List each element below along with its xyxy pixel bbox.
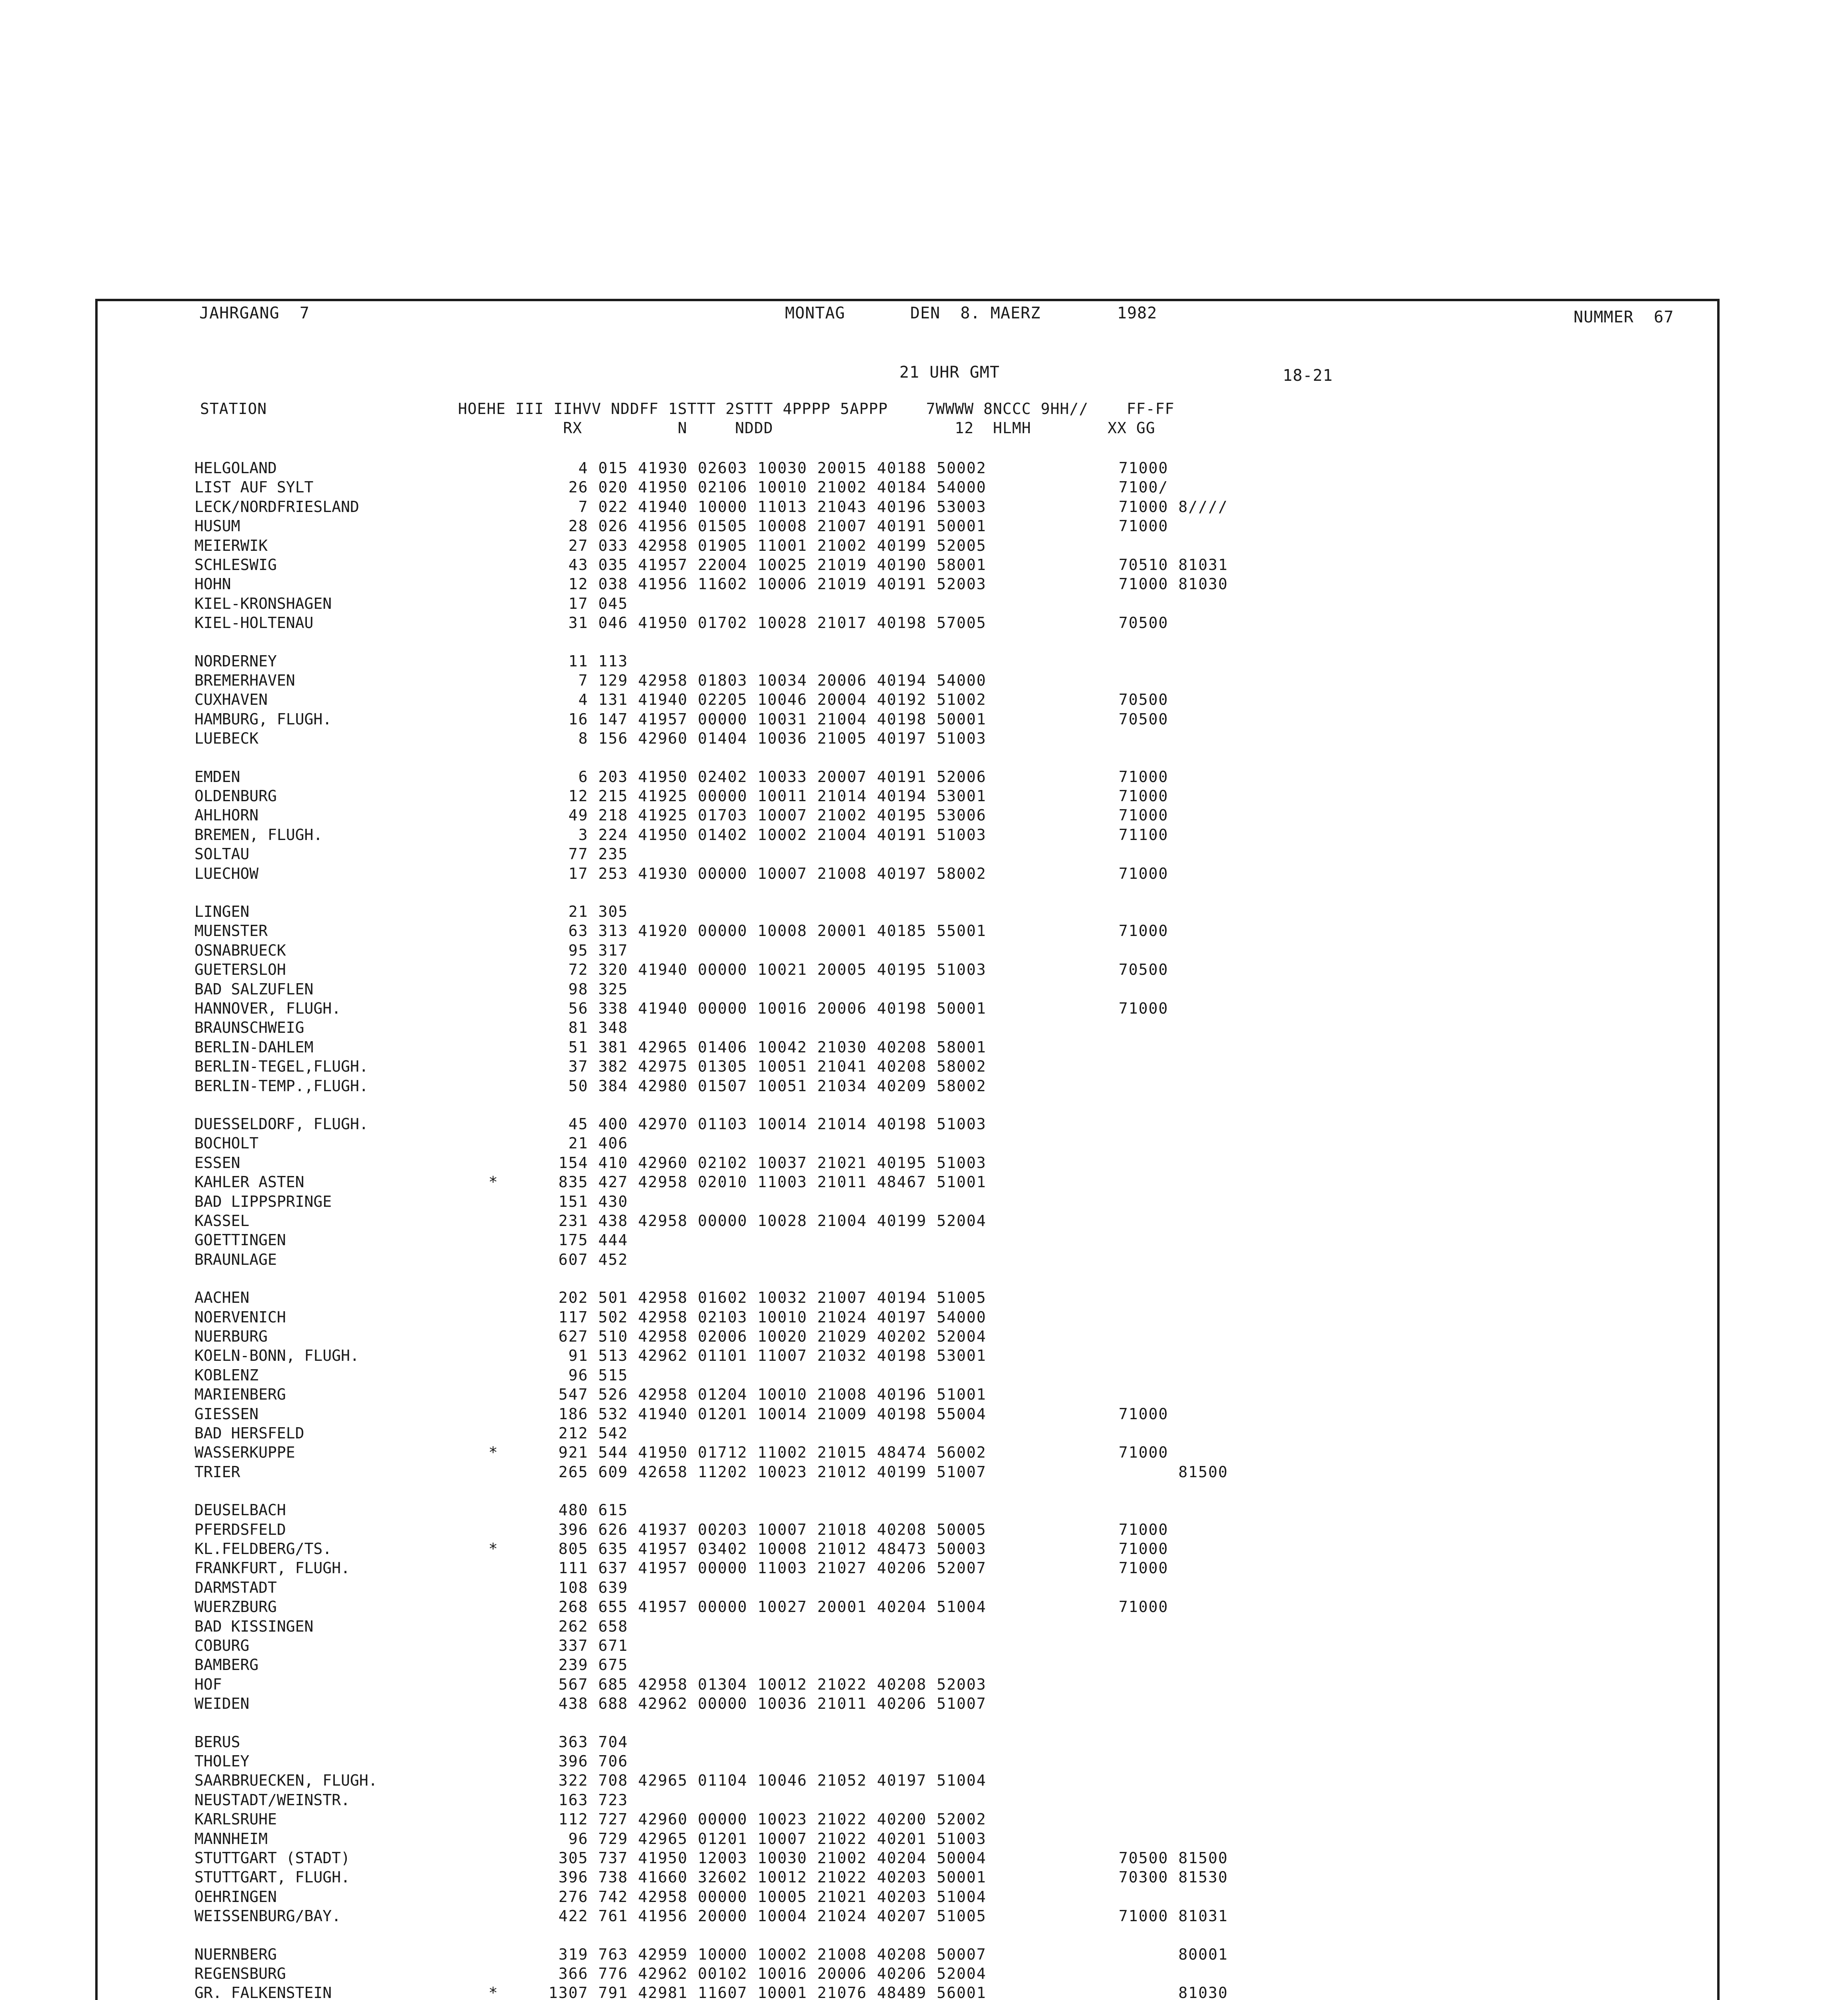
- observation-data: 21 406: [549, 1134, 629, 1152]
- station-name: NUERNBERG: [194, 1946, 277, 1963]
- additional-groups: 71000: [1119, 865, 1169, 882]
- station-name: BAD KISSINGEN: [194, 1618, 314, 1635]
- station-name: FRANKFURT, FLUGH.: [194, 1559, 350, 1577]
- additional-groups: 81500: [1119, 1463, 1228, 1481]
- observation-data: 26 020 41950 02106 10010 21002 40184 54000: [549, 478, 987, 496]
- observation-data: 56 338 41940 00000 10016 20006 40198 50001: [549, 1000, 987, 1017]
- station-name: PFERDSFELD: [194, 1521, 286, 1538]
- station-name: SAARBRUECKEN, FLUGH.: [194, 1772, 378, 1789]
- station-name: KL.FELDBERG/TS.: [194, 1540, 332, 1558]
- station-name: HUSUM: [194, 517, 240, 535]
- observation-data: 6 203 41950 02402 10033 20007 40191 52006: [549, 768, 987, 786]
- station-name: LUECHOW: [194, 865, 259, 882]
- station-name: LUEBECK: [194, 730, 259, 747]
- observation-data: 43 035 41957 22004 10025 21019 40190 58001: [549, 556, 987, 574]
- observation-data: 17 253 41930 00000 10007 21008 40197 58002: [549, 865, 987, 882]
- observation-data: 396 738 41660 32602 10012 21022 40203 50001: [549, 1868, 987, 1886]
- additional-groups: 71000: [1119, 459, 1169, 477]
- mountain-station-mark: *: [489, 1540, 498, 1558]
- observation-data: 51 381 42965 01406 10042 21030 40208 58001: [549, 1038, 987, 1056]
- observation-data: 396 706: [549, 1752, 629, 1770]
- additional-groups: 81030: [1119, 1984, 1228, 2000]
- observation-data: 366 776 42962 00102 10016 20006 40206 52004: [549, 1965, 987, 1982]
- column-header-row-2: RX N NDDD 12 HLMH XX GG: [200, 419, 1155, 437]
- observation-time: 21 UHR GMT: [899, 363, 1000, 382]
- observation-data: 3 224 41950 01402 10002 21004 40191 51003: [549, 826, 987, 844]
- observation-data: 8 156 42960 01404 10036 21005 40197 51003: [549, 730, 987, 747]
- observation-data: 322 708 42965 01104 10046 21052 40197 51004: [549, 1772, 987, 1789]
- station-name: GUETERSLOH: [194, 961, 286, 978]
- observation-data: 45 400 42970 01103 10014 21014 40198 51003: [549, 1115, 987, 1133]
- additional-groups: 70500 81500: [1119, 1849, 1228, 1867]
- observation-data: 835 427 42958 02010 11003 21011 48467 51001: [549, 1173, 987, 1191]
- station-name: WUERZBURG: [194, 1598, 277, 1616]
- station-name: COBURG: [194, 1637, 250, 1654]
- observation-data: 422 761 41956 20000 10004 21024 40207 51005: [549, 1907, 987, 1925]
- station-name: BERLIN-TEGEL,FLUGH.: [194, 1058, 368, 1075]
- station-name: HELGOLAND: [194, 459, 277, 477]
- station-name: HAMBURG, FLUGH.: [194, 710, 332, 728]
- additional-groups: 71000: [1119, 768, 1169, 786]
- station-name: GIESSEN: [194, 1405, 259, 1423]
- additional-groups: 80001: [1119, 1946, 1228, 1963]
- station-name: STUTTGART, FLUGH.: [194, 1868, 350, 1886]
- station-name: MUENSTER: [194, 922, 268, 940]
- observation-data: 112 727 42960 00000 10023 21022 40200 52002: [549, 1810, 987, 1828]
- additional-groups: 70510 81031: [1119, 556, 1228, 574]
- station-name: BERUS: [194, 1733, 240, 1751]
- observation-data: 921 544 41950 01712 11002 21015 48474 56002: [549, 1444, 987, 1461]
- observation-data: 77 235: [549, 845, 629, 863]
- report-date: DEN 8. MAERZ: [910, 304, 1041, 322]
- observation-data: 21 305: [549, 903, 629, 920]
- station-name: HOHN: [194, 575, 231, 593]
- additional-groups: 71100: [1119, 826, 1169, 844]
- station-name: BREMEN, FLUGH.: [194, 826, 323, 844]
- observation-data: 7 129 42958 01803 10034 20006 40194 54000: [549, 672, 987, 689]
- observation-data: 186 532 41940 01201 10014 21009 40198 55004: [549, 1405, 987, 1423]
- additional-groups: 71000: [1119, 1540, 1169, 1558]
- station-name: NUERBURG: [194, 1328, 268, 1345]
- observation-data: 72 320 41940 00000 10021 20005 40195 51003: [549, 961, 987, 978]
- observation-data: 28 026 41956 01505 10008 21007 40191 50001: [549, 517, 987, 535]
- observation-data: 27 033 42958 01905 11001 21002 40199 52005: [549, 537, 987, 554]
- additional-groups: 71000: [1119, 1000, 1169, 1017]
- station-name: NOERVENICH: [194, 1308, 286, 1326]
- station-name: KIEL-HOLTENAU: [194, 614, 314, 632]
- observation-data: 567 685 42958 01304 10012 21022 40208 52003: [549, 1676, 987, 1693]
- observation-data: 231 438 42958 00000 10028 21004 40199 52004: [549, 1212, 987, 1230]
- station-name: MARIENBERG: [194, 1386, 286, 1403]
- station-name: WEIDEN: [194, 1695, 250, 1712]
- observation-data: 81 348: [549, 1019, 629, 1036]
- mountain-station-mark: *: [489, 1984, 498, 2000]
- station-name: SOLTAU: [194, 845, 250, 863]
- observation-data: 163 723: [549, 1791, 629, 1809]
- station-name: OLDENBURG: [194, 787, 277, 805]
- station-name: BOCHOLT: [194, 1134, 259, 1152]
- observation-data: 96 515: [549, 1366, 629, 1384]
- additional-groups: 71000: [1119, 922, 1169, 940]
- observation-data: 12 215 41925 00000 10011 21014 40194 53001: [549, 787, 987, 805]
- station-name: DARMSTADT: [194, 1579, 277, 1596]
- observation-data: 175 444: [549, 1231, 629, 1249]
- observation-data: 239 675: [549, 1656, 629, 1674]
- observation-data: 262 658: [549, 1618, 629, 1635]
- additional-groups: 71000 81031: [1119, 1907, 1228, 1925]
- observation-data: 91 513 42962 01101 11007 21032 40198 53001: [549, 1347, 987, 1364]
- station-name: KASSEL: [194, 1212, 250, 1230]
- station-name: MEIERWIK: [194, 537, 268, 554]
- observation-data: 1307 791 42981 11607 10001 21076 48489 56001: [549, 1984, 987, 2000]
- additional-groups: 71000: [1119, 517, 1169, 535]
- observation-data: 4 015 41930 02603 10030 20015 40188 50002: [549, 459, 987, 477]
- observation-data: 37 382 42975 01305 10051 21041 40208 58002: [549, 1058, 987, 1075]
- report-year: 1982: [1117, 304, 1157, 322]
- observation-data: 268 655 41957 00000 10027 20001 40204 51004: [549, 1598, 987, 1616]
- station-name: KOBLENZ: [194, 1366, 259, 1384]
- station-name: BAD LIPPSPRINGE: [194, 1193, 332, 1210]
- station-name: DUESSELDORF, FLUGH.: [194, 1115, 368, 1133]
- station-name: KARLSRUHE: [194, 1810, 277, 1828]
- observation-data: 805 635 41957 03402 10008 21012 48473 50003: [549, 1540, 987, 1558]
- station-name: KAHLER ASTEN: [194, 1173, 304, 1191]
- observation-data: 151 430: [549, 1193, 629, 1210]
- observation-data: 111 637 41957 00000 11003 21027 40206 52007: [549, 1559, 987, 1577]
- station-name: LINGEN: [194, 903, 250, 920]
- station-name: BRAUNLAGE: [194, 1251, 277, 1268]
- observation-data: 319 763 42959 10000 10002 21008 40208 50007: [549, 1946, 987, 1963]
- station-name: BERLIN-TEMP.,FLUGH.: [194, 1077, 368, 1095]
- observation-data: 305 737 41950 12003 10030 21002 40204 50004: [549, 1849, 987, 1867]
- station-name: REGENSBURG: [194, 1965, 286, 1982]
- additional-groups: 71000 81030: [1119, 575, 1228, 593]
- station-name: CUXHAVEN: [194, 691, 268, 708]
- observation-data: 17 045: [549, 595, 629, 612]
- station-name: AACHEN: [194, 1289, 250, 1306]
- observation-data: 117 502 42958 02103 10010 21024 40197 54000: [549, 1308, 987, 1326]
- station-name: TRIER: [194, 1463, 240, 1481]
- observation-data: 98 325: [549, 980, 629, 998]
- additional-groups: 71000: [1119, 1559, 1169, 1577]
- station-name: NEUSTADT/WEINSTR.: [194, 1791, 350, 1809]
- additional-groups: 71000: [1119, 1598, 1169, 1616]
- additional-groups: 71000: [1119, 1405, 1169, 1423]
- observation-data: 276 742 42958 00000 10005 21021 40203 51004: [549, 1888, 987, 1906]
- station-name: GOETTINGEN: [194, 1231, 286, 1249]
- additional-groups: 7100/: [1119, 478, 1169, 496]
- additional-groups: 71000: [1119, 1444, 1169, 1461]
- station-name: AHLHORN: [194, 806, 259, 824]
- station-name: LIST AUF SYLT: [194, 478, 314, 496]
- observation-data: 63 313 41920 00000 10008 20001 40185 55001: [549, 922, 987, 940]
- observation-data: 265 609 42658 11202 10023 21012 40199 51007: [549, 1463, 987, 1481]
- additional-groups: 71000: [1119, 806, 1169, 824]
- mountain-station-mark: *: [489, 1444, 498, 1461]
- station-name: BAD HERSFELD: [194, 1424, 304, 1442]
- observation-data: 607 452: [549, 1251, 629, 1268]
- station-name: WEISSENBURG/BAY.: [194, 1907, 341, 1925]
- station-name: BREMERHAVEN: [194, 672, 295, 689]
- station-name: SCHLESWIG: [194, 556, 277, 574]
- observation-data: 7 022 41940 10000 11013 21043 40196 53003: [549, 498, 987, 516]
- volume-label: JAHRGANG 7: [199, 304, 310, 322]
- station-name: KOELN-BONN, FLUGH.: [194, 1347, 359, 1364]
- station-name: HOF: [194, 1676, 222, 1693]
- station-name: OSNABRUECK: [194, 942, 286, 959]
- observation-data: 438 688 42962 00000 10036 21011 40206 51007: [549, 1695, 987, 1712]
- station-name: NORDERNEY: [194, 652, 277, 670]
- additional-groups: 70500: [1119, 961, 1169, 978]
- observation-data: 108 639: [549, 1579, 629, 1596]
- observation-data: 337 671: [549, 1637, 629, 1654]
- observation-data: 480 615: [549, 1501, 629, 1519]
- additional-groups: 70500: [1119, 710, 1169, 728]
- station-name: EMDEN: [194, 768, 240, 786]
- station-name: OEHRINGEN: [194, 1888, 277, 1906]
- observation-data: 547 526 42958 01204 10010 21008 40196 51001: [549, 1386, 987, 1403]
- weekday: MONTAG: [785, 304, 845, 322]
- observation-data: 202 501 42958 01602 10032 21007 40194 51005: [549, 1289, 987, 1306]
- observation-data: 96 729 42965 01201 10007 21022 40201 51003: [549, 1830, 987, 1848]
- station-name: WASSERKUPPE: [194, 1444, 295, 1461]
- additional-groups: 70500: [1119, 614, 1169, 632]
- station-name: BERLIN-DAHLEM: [194, 1038, 314, 1056]
- station-name: LECK/NORDFRIESLAND: [194, 498, 359, 516]
- station-name: THOLEY: [194, 1752, 250, 1770]
- observation-data: 95 317: [549, 942, 629, 959]
- additional-groups: 71000 8////: [1119, 498, 1228, 516]
- observation-data: 50 384 42980 01507 10051 21034 40209 58002: [549, 1077, 987, 1095]
- observation-data: 49 218 41925 01703 10007 21002 40195 53006: [549, 806, 987, 824]
- period-label: 18-21: [1283, 366, 1333, 385]
- observation-data: 16 147 41957 00000 10031 21004 40198 50001: [549, 710, 987, 728]
- observation-data: 31 046 41950 01702 10028 21017 40198 57005: [549, 614, 987, 632]
- station-name: KIEL-KRONSHAGEN: [194, 595, 332, 612]
- issue-number: NUMMER 67: [1574, 308, 1674, 326]
- station-name: STUTTGART (STADT): [194, 1849, 350, 1867]
- station-name: DEUSELBACH: [194, 1501, 286, 1519]
- station-name: MANNHEIM: [194, 1830, 268, 1848]
- observation-data: 396 626 41937 00203 10007 21018 40208 50005: [549, 1521, 987, 1538]
- station-name: GR. FALKENSTEIN: [194, 1984, 332, 2000]
- observation-data: 4 131 41940 02205 10046 20004 40192 51002: [549, 691, 987, 708]
- observation-data: 12 038 41956 11602 10006 21019 40191 52003: [549, 575, 987, 593]
- additional-groups: 71000: [1119, 1521, 1169, 1538]
- observation-data: 154 410 42960 02102 10037 21021 40195 51003: [549, 1154, 987, 1172]
- station-name: BAD SALZUFLEN: [194, 980, 314, 998]
- station-name: BAMBERG: [194, 1656, 259, 1674]
- additional-groups: 70500: [1119, 691, 1169, 708]
- station-name: HANNOVER, FLUGH.: [194, 1000, 341, 1017]
- observation-data: 363 704: [549, 1733, 629, 1751]
- column-header-row-1: STATION HOEHE III IIHVV NDDFF 1STTT 2STTT 4PPPP 5APPP 7WWWW 8NCCC 9HH// FF-FF: [200, 400, 1175, 418]
- station-name: ESSEN: [194, 1154, 240, 1172]
- observation-data: 627 510 42958 02006 10020 21029 40202 52004: [549, 1328, 987, 1345]
- observation-data: 212 542: [549, 1424, 629, 1442]
- additional-groups: 71000: [1119, 787, 1169, 805]
- station-name: BRAUNSCHWEIG: [194, 1019, 304, 1036]
- additional-groups: 70300 81530: [1119, 1868, 1228, 1886]
- mountain-station-mark: *: [489, 1173, 498, 1191]
- observation-data: 11 113: [549, 652, 629, 670]
